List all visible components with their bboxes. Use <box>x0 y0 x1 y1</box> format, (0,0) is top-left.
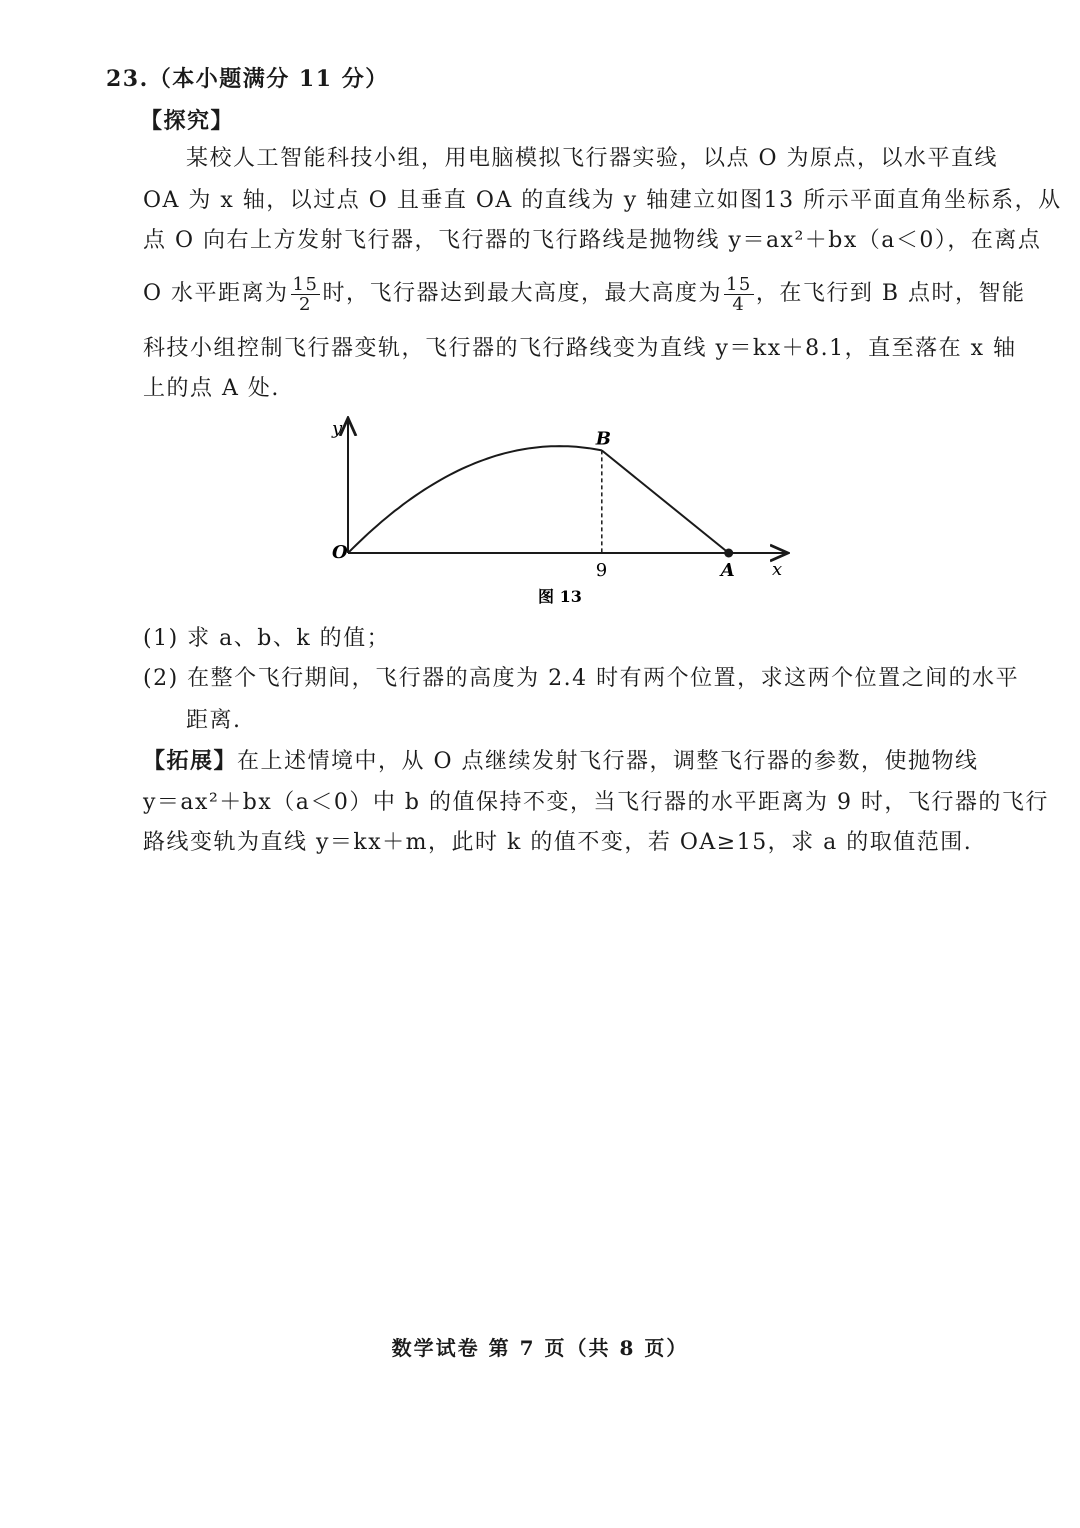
page-footer: 数学试卷 第 7 页（共 8 页） <box>391 1336 689 1360</box>
point-a-label: A <box>720 560 735 581</box>
fraction-15-over-2 <box>291 275 321 314</box>
fraction-15-over-4 <box>724 275 754 314</box>
question-2-line-2: 距离. <box>186 708 242 733</box>
question-1: (1) 求 a、b、k 的值； <box>143 626 391 651</box>
point-a-dot <box>724 549 733 558</box>
line4-text-b: 时，飞行器达到最大高度，最大高度为 <box>322 281 722 306</box>
fraction-numerator: 15 <box>725 273 752 295</box>
fraction-numerator: 15 <box>292 273 319 295</box>
paragraph-line-6: 上的点 A 处. <box>143 376 280 401</box>
extension-line-1 <box>143 746 979 777</box>
fraction-denominator: 2 <box>299 293 312 315</box>
extension-line-3: 路线变轨为直线 y＝kx＋m，此时 k 的值不变，若 OA≥15，求 a 的取值范围. <box>143 830 973 855</box>
question-2-line-1: (2) 在整个飞行期间，飞行器的高度为 2.4 时有两个位置，求这两个位置之间的水平 <box>143 666 1020 691</box>
flight-line-segment <box>602 450 729 553</box>
extension-line-2: y＝ax²＋bx（a＜0）中 b 的值保持不变，当飞行器的水平距离为 9 时，飞行器的飞行 <box>143 790 1049 815</box>
fraction-denominator: 4 <box>732 293 746 315</box>
origin-label: O <box>332 542 348 563</box>
point-b-label: B <box>595 428 612 450</box>
paragraph-line-2: OA 为 x 轴，以过点 O 且垂直 OA 的直线为 y 轴建立如图13 所示平面直角坐标系，从 <box>143 188 1062 213</box>
question-header: 23.（本小题满分 11 分） <box>106 66 389 92</box>
paragraph-line-5: 科技小组控制飞行器变轨，飞行器的飞行路线变为直线 y＝kx＋8.1，直至落在 x 轴 <box>143 336 1017 361</box>
line4-text-c: ，在飞行到 B 点时，智能 <box>755 281 1026 306</box>
paragraph-line-4 <box>143 270 1026 318</box>
extension-text-1: 在上述情境中，从 O 点继续发射飞行器，调整飞行器的参数，使抛物线 <box>237 749 979 774</box>
figure-caption: 图 13 <box>538 587 582 606</box>
explore-title: 【探究】 <box>140 108 235 134</box>
x-tick-label-9: 9 <box>595 560 608 581</box>
paragraph-line-3: 点 O 向右上方发射飞行器，飞行器的飞行路线是抛物线 y＝ax²＋bx（a＜0），在离点 <box>143 228 1042 253</box>
extend-title: 【拓展】 <box>143 748 238 774</box>
y-axis-label: y <box>332 418 343 439</box>
parabola-curve <box>348 446 602 553</box>
x-axis-label: x <box>772 559 783 580</box>
figure-13 <box>320 410 800 610</box>
paragraph-line-1: 某校人工智能科技小组，用电脑模拟飞行器实验，以点 O 为原点，以水平直线 <box>186 146 999 171</box>
line4-text-a: O 水平距离为 <box>143 281 289 306</box>
